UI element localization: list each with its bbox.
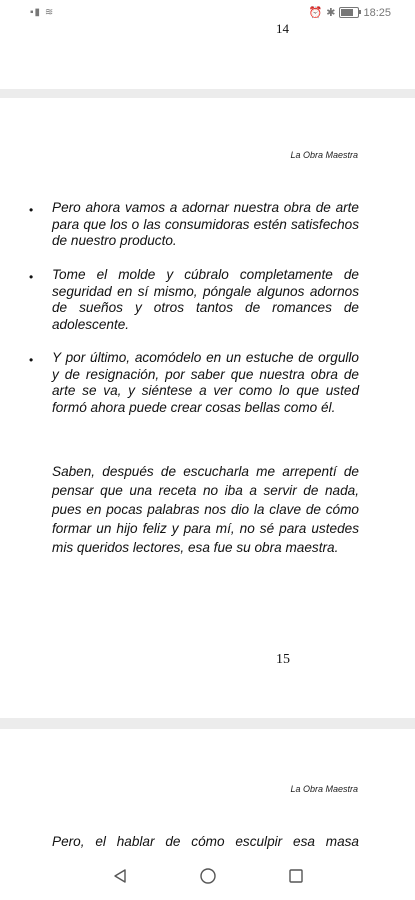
back-icon bbox=[112, 868, 128, 884]
clock: 18:25 bbox=[363, 6, 391, 19]
signal-wifi-icons: ▪▮ ≋ bbox=[30, 7, 55, 18]
running-header: La Obra Maestra bbox=[290, 150, 358, 160]
bullet-icon: • bbox=[29, 353, 34, 367]
bullet-icon: • bbox=[29, 203, 34, 217]
home-button[interactable] bbox=[195, 863, 221, 889]
alarm-icon: ⏰ bbox=[308, 7, 323, 19]
list-item-text: Y por último, acomódelo en un estuche de orgullo y de resignación, por saber que nuestra obra de arte se va, y siéntese a ver como lo que usted formó ahora puede crear cosas bellas como él. bbox=[52, 350, 359, 415]
next-page-paragraph: Pero, el hablar de cómo esculpir esa masa bbox=[52, 834, 359, 849]
home-icon bbox=[199, 867, 217, 885]
back-button[interactable] bbox=[107, 863, 133, 889]
page-number: 15 bbox=[276, 652, 290, 667]
recents-icon bbox=[288, 868, 304, 884]
list-item-text: Pero ahora vamos a adornar nuestra obra de arte para que los o las consumidoras estén satisfechos de nuestro producto. bbox=[52, 200, 359, 249]
list-item-text: Tome el molde y cúbralo completamente de seguridad en sí mismo, póngale algunos adornos de sueños y otros tantos de romances de adolescente. bbox=[52, 267, 359, 332]
status-bar bbox=[0, 0, 415, 26]
page-separator bbox=[0, 718, 415, 729]
bluetooth-icon: ✱ bbox=[326, 7, 336, 19]
running-header: La Obra Maestra bbox=[290, 784, 358, 794]
page-number-top: 14 bbox=[276, 21, 289, 36]
status-right bbox=[309, 6, 391, 19]
body-paragraph: Saben, después de escucharla me arrepentí de pensar que una receta no iba a servir de nada, pues en pocas palabras nos dio la clave de cómo formar un hijo feliz y para mí, no sé para ustedes mis queridos lectores, esa fue su obra maestra. bbox=[52, 464, 359, 555]
battery-icon bbox=[339, 7, 359, 18]
bullet-icon: • bbox=[29, 270, 34, 284]
navigation-bar bbox=[0, 852, 415, 900]
page-separator bbox=[0, 89, 415, 98]
recents-button[interactable] bbox=[283, 863, 309, 889]
